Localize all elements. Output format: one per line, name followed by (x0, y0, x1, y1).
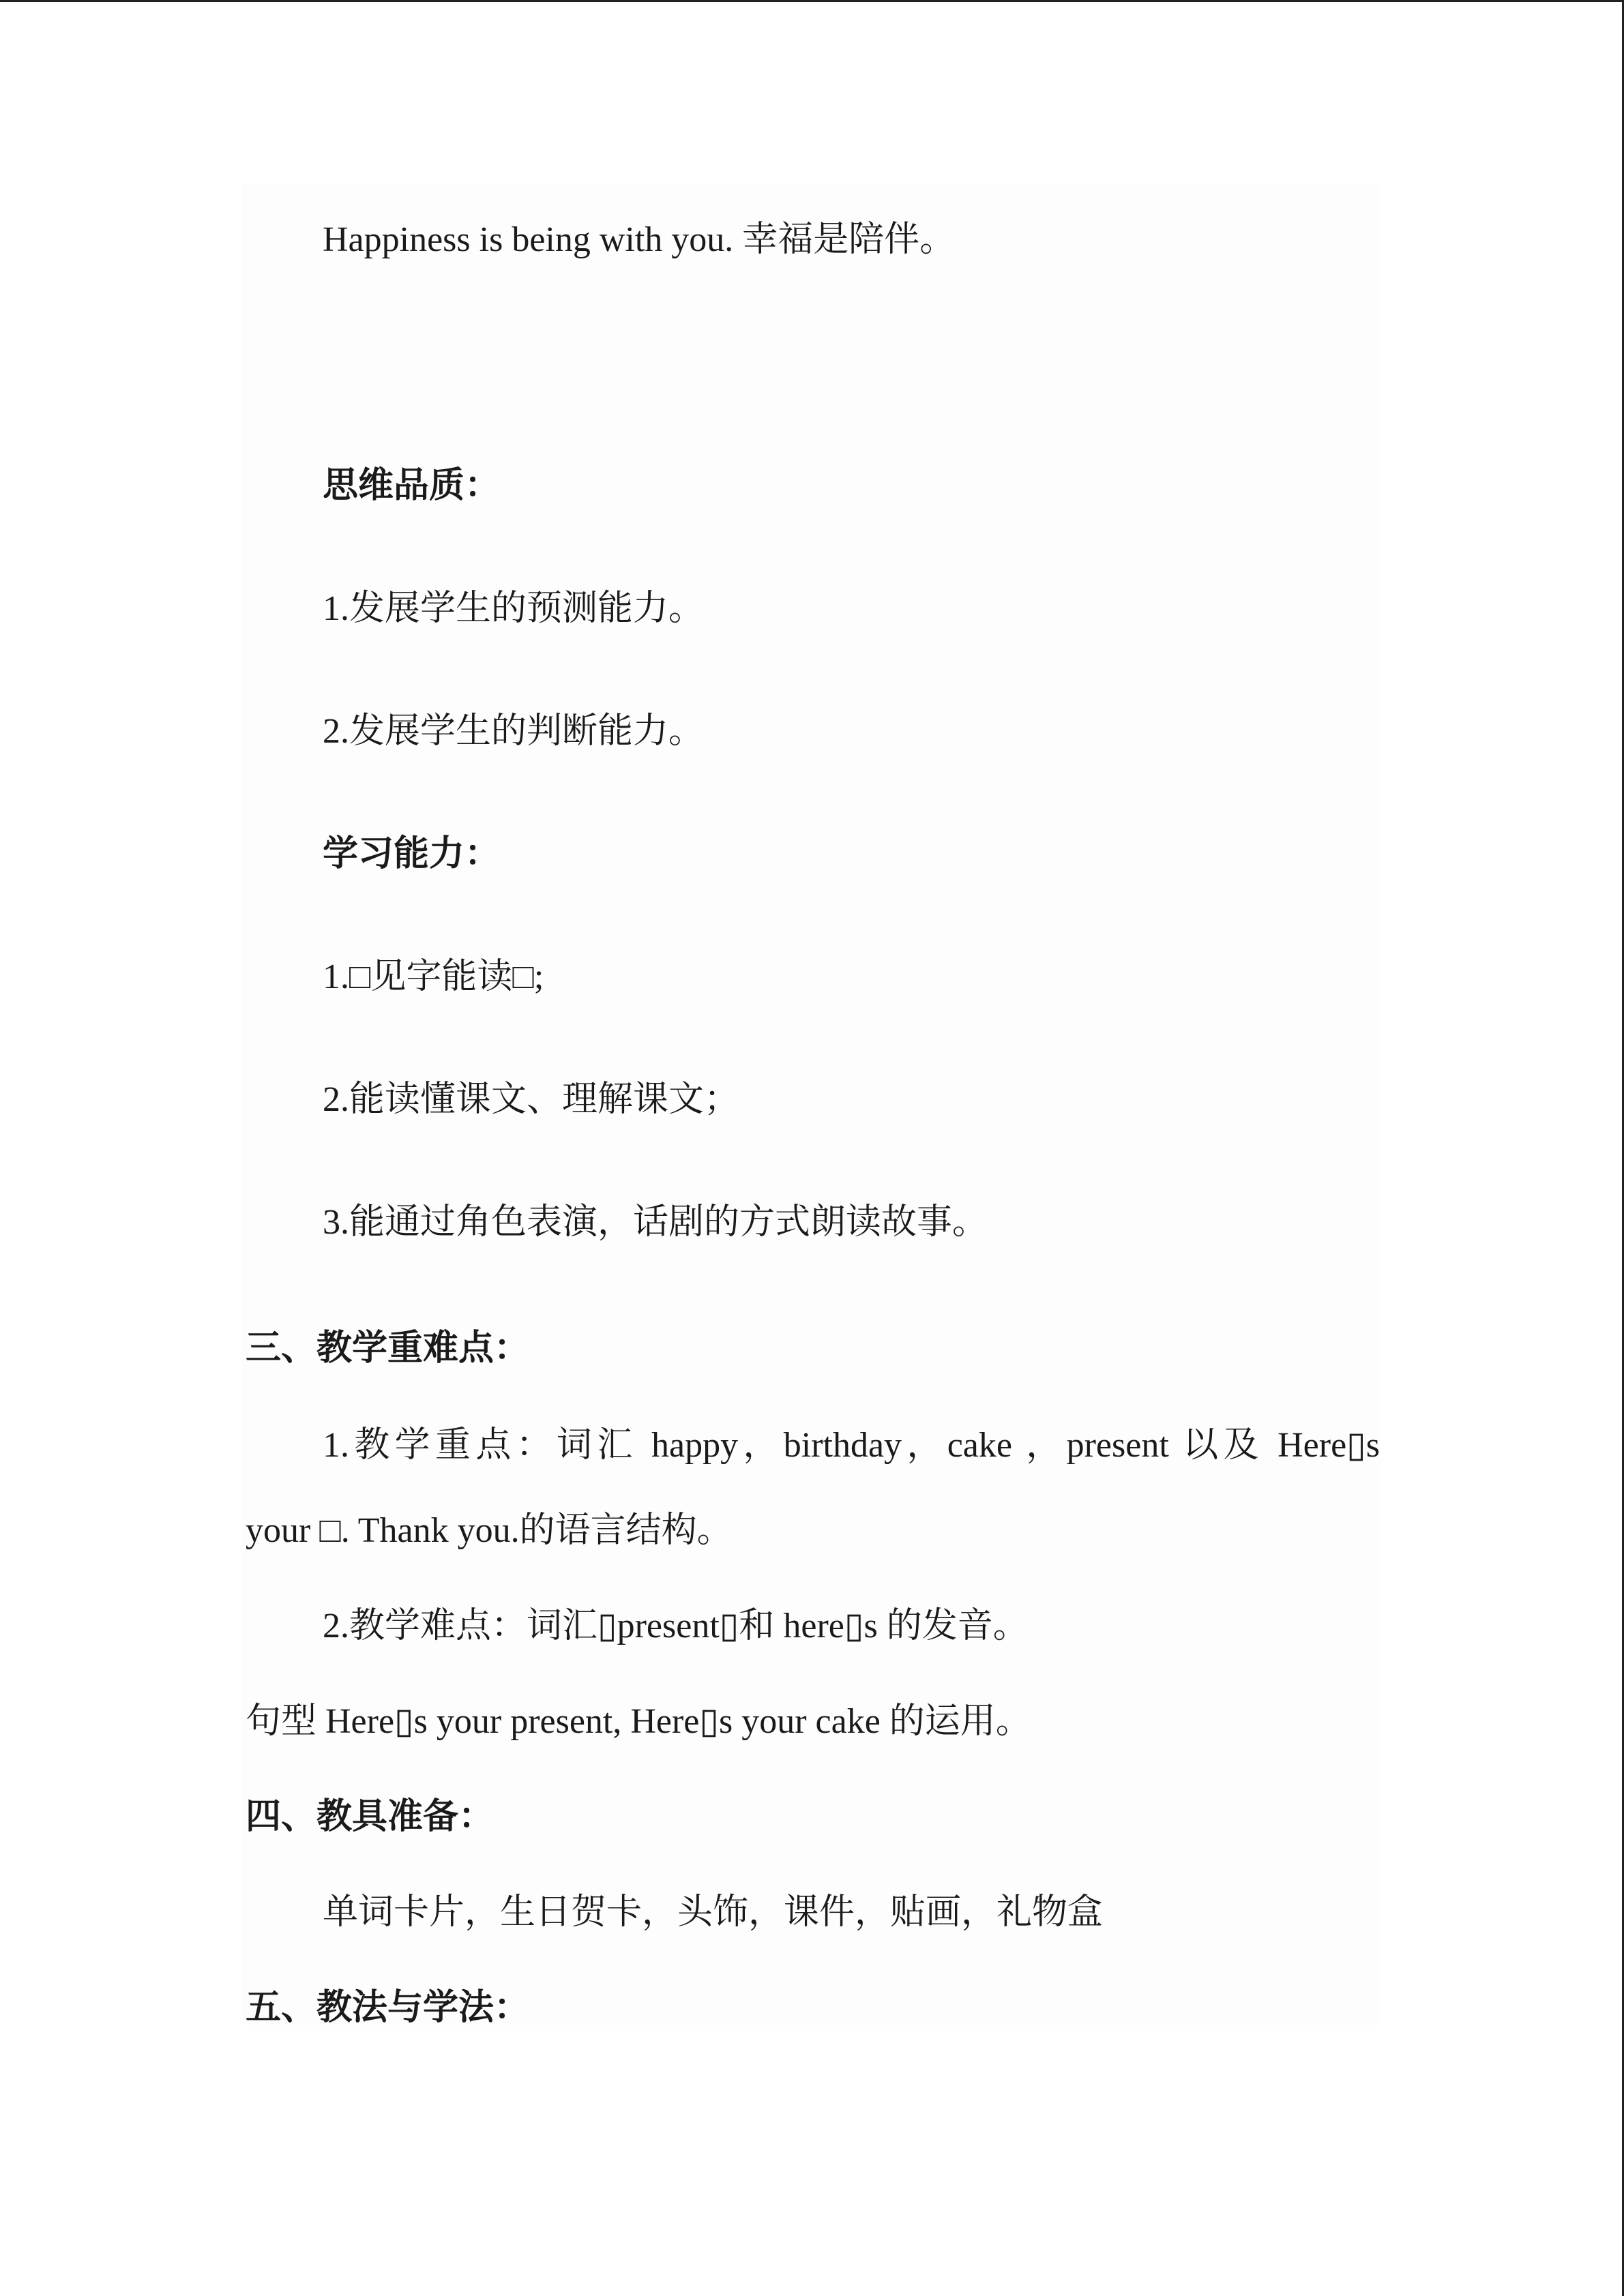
thinking-item-1: 1.发展学生的预测能力。 (323, 589, 705, 628)
heading-teaching-aids: 四、教具准备： (246, 1798, 494, 1836)
learning-item-1: 1.□见字能读□; (323, 957, 544, 996)
thinking-item-2: 2.发展学生的判断能力。 (323, 712, 705, 751)
teaching-aids-list: 单词卡片，生日贺卡，头饰，课件，贴画，礼物盒 (323, 1893, 1104, 1932)
heading-methods: 五、教法与学法： (246, 1988, 530, 2027)
happiness-line: Happiness is being with you. 幸福是陪伴。 (323, 220, 956, 259)
difficult-point-line-2: 句型 Here▯s your present, Here▯s your cake 的运用。 (246, 1702, 1031, 1741)
difficult-point-line-1: 2.教学难点：词汇▯present▯和 here▯s 的发音。 (323, 1607, 1029, 1645)
key-point-line-1: 1.教学重点：词汇 happy，birthday，cake ，present 以及 Here▯s (323, 1426, 1380, 1465)
heading-learning-ability: 学习能力： (323, 835, 501, 874)
heading-key-points: 三、教学重难点： (246, 1329, 530, 1368)
learning-item-2: 2.能读懂课文、理解课文； (323, 1080, 740, 1119)
key-point-line-2: your □. Thank you.的语言结构。 (246, 1511, 733, 1550)
heading-thinking-quality: 思维品质： (323, 466, 501, 505)
learning-item-3: 3.能通过角色表演，话剧的方式朗读故事。 (323, 1203, 988, 1242)
